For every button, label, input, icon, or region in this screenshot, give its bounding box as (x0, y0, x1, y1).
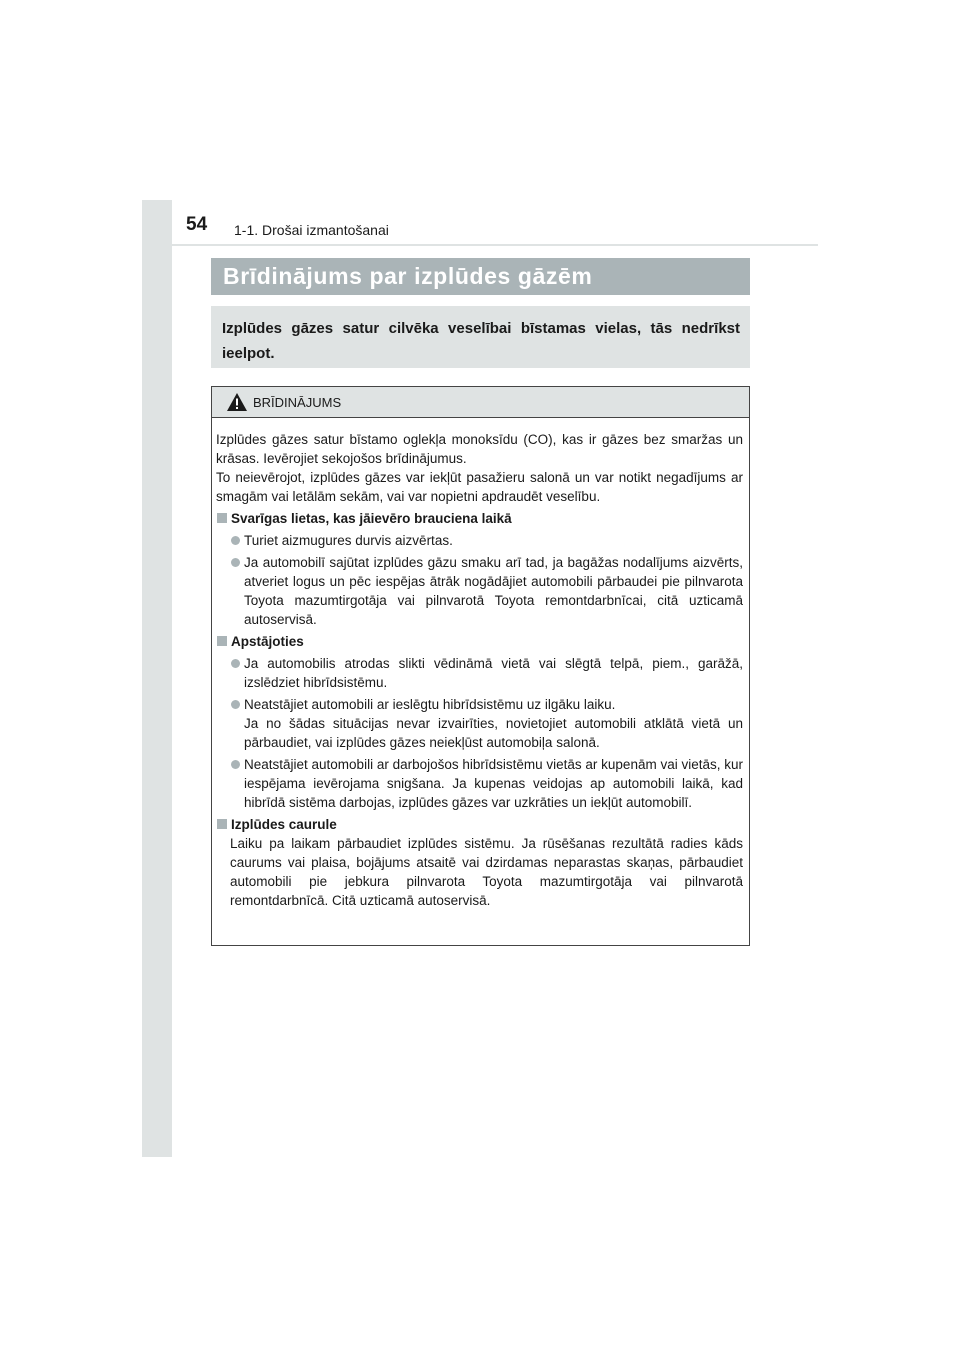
list-item-text: Turiet aizmugures durvis aizvērtas. (244, 533, 453, 548)
page-number: 54 (186, 214, 208, 235)
list-item-subtext: Ja no šādas situācijas nevar izvairīties, novietojiet automobili atklātā vietā un pārbaudiet, vai izplūdes gāzes neiekļūst automobiļa salonā. (244, 716, 743, 750)
header-divider (142, 244, 818, 246)
round-bullet-icon (231, 700, 240, 709)
round-bullet-icon (231, 558, 240, 567)
square-bullet-icon (217, 636, 227, 646)
section-heading-stopping (216, 632, 743, 651)
round-bullet-icon (231, 659, 240, 668)
list-item (216, 695, 743, 752)
warning-triangle-icon (226, 392, 248, 412)
list-item (216, 553, 743, 629)
list-item-text: Neatstājiet automobili ar ieslēgtu hibrīdsistēmu uz ilgāku laiku. (244, 697, 616, 712)
square-bullet-icon (217, 819, 227, 829)
warning-body (212, 418, 749, 910)
side-tab-bar (142, 200, 172, 1157)
warning-paragraph-1: Izplūdes gāzes satur bīstamo oglekļa monoksīdu (CO), kas ir gāzes bez smaržas un krāsas. Ievērojiet sekojošos brīdinājumus. (216, 432, 743, 466)
list-item (216, 755, 743, 812)
section-heading-driving (216, 509, 743, 528)
round-bullet-icon (231, 536, 240, 545)
title-banner (211, 258, 750, 295)
list-item-text: Ja automobilī sajūtat izplūdes gāzu smaku arī tad, ja bagāžas nodalījums aizvērts, atveriet logus un pēc iespējas ātrāk nogādājiet automobili pārbaudei pie pilnvarota Toyota mazumtirgotāja vai pilnvarotā Toyota remontdarbnīcai, citā uzticamā autoservisā. (244, 555, 743, 627)
list-item (216, 654, 743, 692)
list-item-text: Neatstājiet automobili ar darbojošos hibrīdsistēmu vietās ar kupenām vai vietās, kur iespējama ievērojama snigšana. Ja kupenas veidojas ap automobili laikā, kad hibrīdā sistēma darbojas, izplūdes gāzes var uzkrāties un iekļūt automobilī. (244, 757, 743, 810)
list-item-text: Ja automobilis atrodas slikti vēdināmā vietā vai slēgtā telpā, piem., garāžā, izslēdziet hibrīdsistēmu. (244, 656, 743, 690)
section-heading-text: Svarīgas lietas, kas jāievēro brauciena laikā (231, 511, 512, 526)
page-title: Brīdinājums par izplūdes gāzēm (223, 263, 593, 289)
exhaust-pipe-text: Laiku pa laikam pārbaudiet izplūdes sistēmu. Ja rūsēšanas rezultātā radies kāds caurums vai plaisa, bojājums atsaitē vai dzirdamas neparastas skaņas, pārbaudiet automobili pie jebkura pilnvarota Toyota mazumtirgotāja vai pilnvarotā remontdarbnīcā. Citā uzticamā autoservisā. (230, 836, 743, 908)
intro-box: Izplūdes gāzes satur cilvēka veselībai bīstamas vielas, tās nedrīkst ieelpot. (211, 306, 750, 368)
warning-label: BRĪDINĀJUMS (253, 395, 342, 410)
warning-paragraph-2: To neievērojot, izplūdes gāzes var iekļūt pasažieru salonā un var notikt negadījums ar smagām vai letālām sekām, vai var nopietni apdraudēt veselību. (216, 470, 743, 504)
square-bullet-icon (217, 513, 227, 523)
round-bullet-icon (231, 760, 240, 769)
section-heading-exhaust-pipe (216, 815, 743, 834)
warning-header (212, 387, 749, 418)
section-heading-text: Izplūdes caurule (231, 817, 337, 832)
list-item (216, 531, 743, 550)
section-title: 1-1. Drošai izmantošanai (234, 222, 389, 238)
section-heading-text: Apstājoties (231, 634, 304, 649)
warning-box (211, 386, 750, 946)
